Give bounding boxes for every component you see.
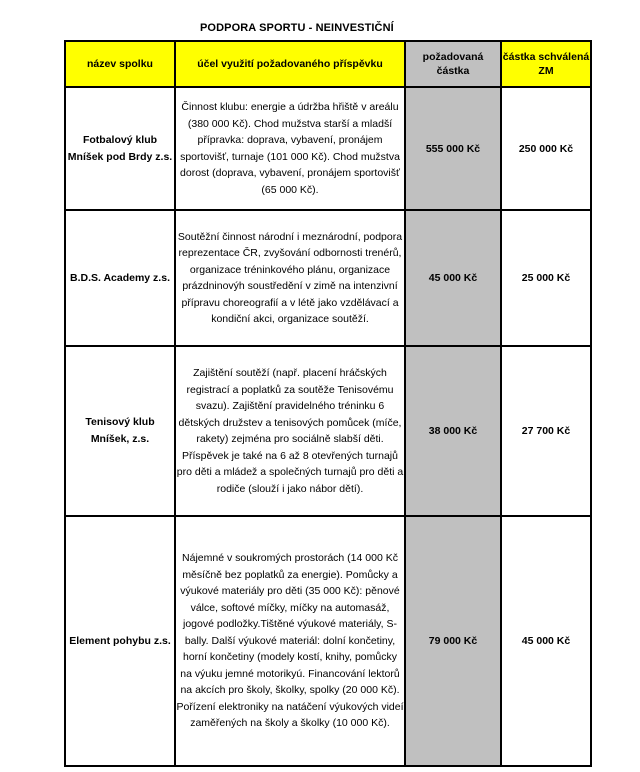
club-name: Tenisový klub Mníšek, z.s. bbox=[65, 346, 175, 516]
header-approved: částka schválená ZM bbox=[501, 41, 591, 87]
purpose-text: Činnost klubu: energie a údržba hřiště v areálu (380 000 Kč). Chod mužstva starší a mladší přípravka: doprava, vybavení, pronájem sportovišť, turnaje (101 000 Kč). Chod mužstva dorost (doprava, vybavení, pronájem sportovišť (65 000 Kč). bbox=[175, 87, 405, 210]
requested-amount: 45 000 Kč bbox=[405, 210, 501, 346]
header-name: název spolku bbox=[65, 41, 175, 87]
requested-amount: 555 000 Kč bbox=[405, 87, 501, 210]
header-purpose: účel využití požadovaného příspěvku bbox=[175, 41, 405, 87]
club-name: Fotbalový klub Mníšek pod Brdy z.s. bbox=[65, 87, 175, 210]
requested-amount: 79 000 Kč bbox=[405, 516, 501, 766]
table-row bbox=[65, 87, 591, 210]
requested-amount: 38 000 Kč bbox=[405, 346, 501, 516]
table-row bbox=[65, 516, 591, 766]
purpose-text: Nájemné v soukromých prostorách (14 000 Kč měsíčně bez poplatků za energie). Pomůcky a výukové materiály pro děti (35 000 Kč): pěnové válce, softové míčky, míčky na automasáž, jogové podložky.Tištěné výukové materiály, S-bally. Další výukové materiál: dolní končetiny, horní končetiny (modely kostí, knihy, pomůcky na výuku jemné motorikyú. Financování lektorů na akcích pro školy, školky, spolky (20 000 Kč). Pořízení elektroniky na natáčení výukových videí zaměřených na školy a školky (10 000 Kč). bbox=[175, 516, 405, 766]
club-name: Element pohybu z.s. bbox=[65, 516, 175, 766]
club-name: B.D.S. Academy z.s. bbox=[65, 210, 175, 346]
header-requested: požadovaná částka bbox=[405, 41, 501, 87]
table-row bbox=[65, 346, 591, 516]
table-header-row bbox=[65, 41, 591, 87]
approved-amount: 27 700 Kč bbox=[501, 346, 591, 516]
approved-amount: 45 000 Kč bbox=[501, 516, 591, 766]
purpose-text: Zajištění soutěží (např. placení hráčských registrací a poplatků za soutěže Tenisovému svazu). Zajištění pravidelného tréninku 6 dětských družstev a tenisových pomůcek (míče, rakety) zejména pro sociálně slabší děti. Příspěvek je také na 6 až 8 otevřených turnajů pro děti a mládež a společných turnajů pro děti a rodiče (slouží i jako nábor dětí). bbox=[175, 346, 405, 516]
grant-table bbox=[64, 40, 592, 767]
approved-amount: 250 000 Kč bbox=[501, 87, 591, 210]
document-title: PODPORA SPORTU - NEINVESTIČNÍ bbox=[200, 22, 394, 34]
purpose-text: Soutěžní činnost národní i meznárodní, podpora reprezentace ČR, zvyšování odbornosti trenérů, organizace tréninkového plánu, organizace prázdninovýh soustředění v zimě na intenzivní přípravu choreografií a v létě jako vzdělávací a kondiční akci, organizace soutěží. bbox=[175, 210, 405, 346]
approved-amount: 25 000 Kč bbox=[501, 210, 591, 346]
table-row bbox=[65, 210, 591, 346]
